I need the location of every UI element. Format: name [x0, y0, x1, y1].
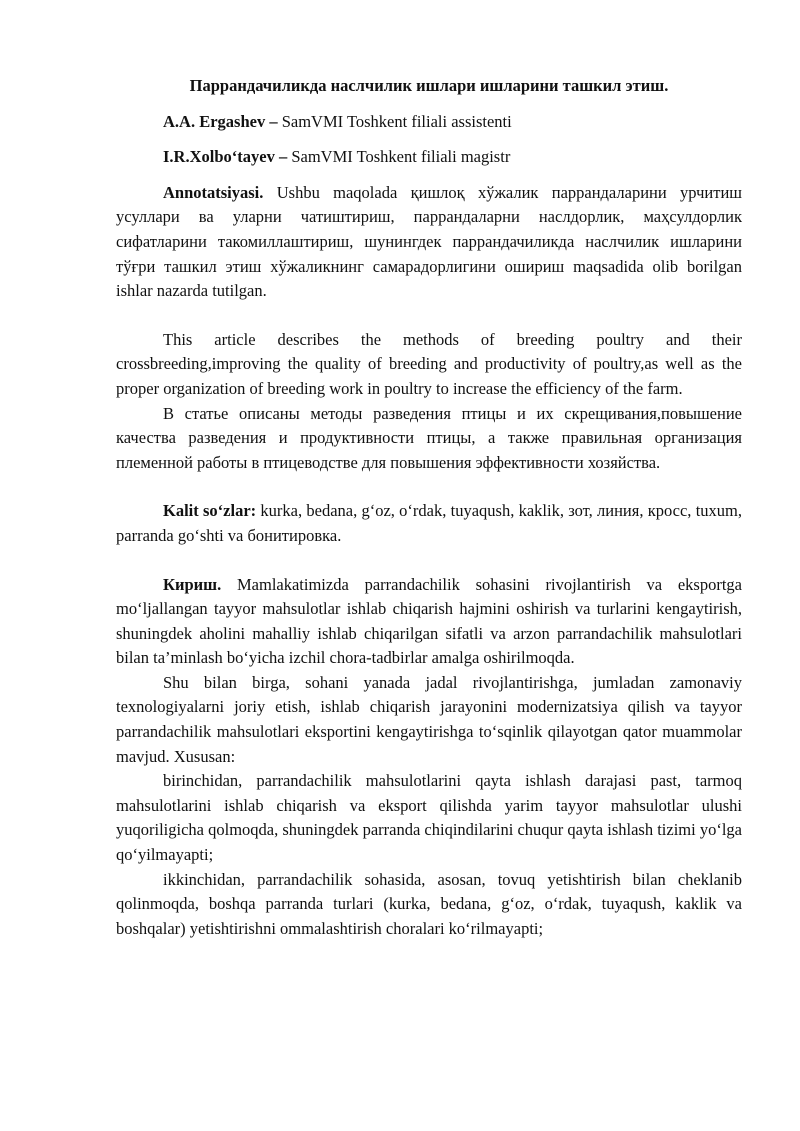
annotation-text: Ushbu maqolada қишлоқ хўжалик паррандаларини урчитиш усуллари ва уларни чатиштириш, паррандаларни наслдорлик, маҳсулдорлик сифатларини такомиллаштириш, шунингдек паррандачиликда наслчилик ишларини тўғри ташкил этиш хўжаликнинг самарадорлигини ошириш maqsadida olib borilgan ishlar nazarda tutilgan. — [116, 182, 742, 301]
keywords-text: kurka, bedana, g‘oz, o‘rdak, tuyaqush, kaklik, зот, линия, кросс, tuxum, parranda go‘shti va бонитировка. — [116, 501, 742, 545]
body-paragraph: Shu bilan birga, sohani yanada jadal rivojlantirishga, jumladan zamonaviy texnologiyalarni joriy etish, ishlab chiqarish jarayonini modernizatsiya qilish va tayyor parrandachilik mahsulotlari eksportini kengaytirishga to‘sqinlik qilayotgan qator muammolar mavjud. Xususan: — [116, 672, 742, 766]
abstract-russian: В статье описаны методы разведения птицы и их скрещивания,повышение качества разведения и продуктивности птицы, а также правильная организация племенной работы в птицеводстве для повышения эффективности хозяйства. — [116, 403, 742, 472]
annotation-paragraph — [116, 181, 742, 304]
spacer — [116, 475, 742, 499]
body-paragraph: ikkinchidan, parrandachilik sohasida, asosan, tovuq yetishtirish bilan cheklanib qolinmoqda, boshqa parranda turlari (kurka, bedana, g‘oz, o‘rdak, tuyaqush, kaklik va boshqalar) yetishtirishni ommalashtirish choralari ko‘rilmayapti; — [116, 869, 742, 938]
document-page — [116, 74, 742, 941]
annotation-label: Annotatsiyasi. — [163, 182, 264, 202]
spacer — [116, 304, 742, 328]
author-affiliation: SamVMI Toshkent filiali magistr — [291, 147, 511, 167]
author-name: I.R.Xolbo‘tayev — [163, 147, 275, 167]
intro-label: Кириш. — [163, 574, 222, 594]
spacer — [116, 549, 742, 573]
author-line-2 — [116, 145, 742, 170]
author-dash: – — [265, 111, 282, 131]
keywords-paragraph — [116, 499, 742, 548]
abstract-english: This article describes the methods of breeding poultry and their crossbreeding,improving the quality of breeding and productivity of poultry,as well as the proper organization of breeding work in poultry to increase the efficiency of the farm. — [116, 329, 742, 398]
paper-title: Паррандачиликда наслчилик ишлари ишларини ташкил этиш. — [189, 76, 669, 95]
keywords-label: Kalit so‘zlar: — [163, 501, 257, 521]
author-affiliation: SamVMI Toshkent filiali assistenti — [281, 111, 512, 131]
intro-paragraph — [116, 573, 742, 671]
author-line-1 — [116, 110, 742, 135]
author-dash: – — [274, 147, 292, 167]
intro-text: Mamlakatimizda parrandachilik sohasini rivojlantirish va eksportga mo‘ljallangan tayyor mahsulotlar ishlab chiqarish hajmini oshirish va turlarini kengaytirish, shuningdek aholini mahalliy ishlab chiqarilgan sifatli va arzon parrandachilik mahsulotlari bilan ta’minlash bo‘yicha izchil chora-tadbirlar amalga oshirilmoqda. — [116, 574, 742, 668]
author-name: A.A. Ergashev — [163, 111, 266, 131]
body-paragraph: birinchidan, parrandachilik mahsulotlarini qayta ishlash darajasi past, tarmoq mahsulotlarini ishlab chiqarish va eksport qilishda yarim tayyor mahsulotlar ulushi yuqoriligicha qolmoqda, shuningdek parranda chiqindilarini chuqur qayta ishlash tizimi yo‘lga qo‘yilmayapti; — [116, 771, 742, 865]
